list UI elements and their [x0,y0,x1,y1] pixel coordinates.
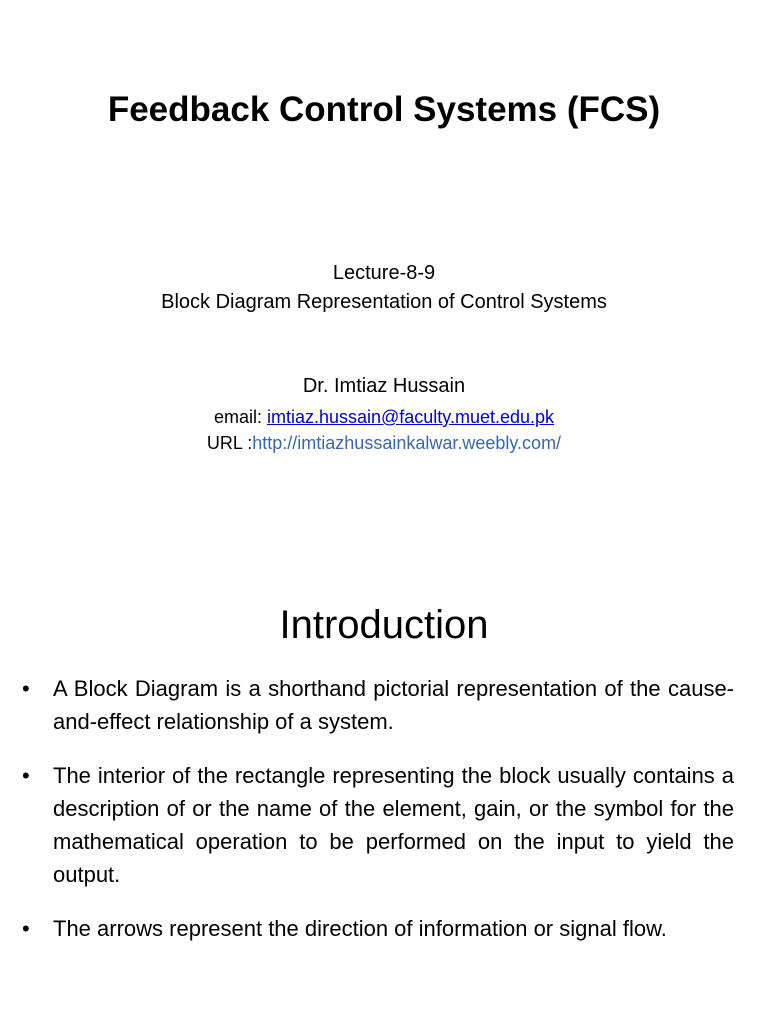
bullet-icon: • [22,676,30,701]
introduction-slide [0,512,768,1024]
website-link[interactable]: http://imtiazhussainkalwar.weebly.com/ [252,433,562,453]
email-link[interactable]: imtiaz.hussain@faculty.muet.edu.pk [266,407,555,427]
bullet-text: The interior of the rectangle representing the block usually contains a description of or the name of the element, gain, or the symbol for the mathematical operation to be performed on the input to yield the output. [53,763,734,887]
bullet-item [22,759,734,891]
email-line [0,404,768,430]
slide-title: Feedback Control Systems (FCS) [107,90,661,129]
bullet-item [22,912,734,945]
bullet-list [22,672,734,945]
lecture-topic: Block Diagram Representation of Control Systems [161,291,607,313]
url-line [0,430,768,456]
bullet-icon: • [22,916,30,941]
section-heading: Introduction [279,603,489,647]
url-label: URL : [206,433,253,453]
lecture-number: Lecture-8-9 [332,262,436,284]
bullet-text: The arrows represent the direction of information or signal flow. [53,916,667,941]
email-label: email: [213,407,267,427]
bullet-text: A Block Diagram is a shorthand pictorial representation of the cause-and-effect relationship of a system. [53,676,734,734]
bullet-item [22,672,734,738]
author-name: Dr. Imtiaz Hussain [302,375,466,397]
bullet-icon: • [22,763,30,788]
